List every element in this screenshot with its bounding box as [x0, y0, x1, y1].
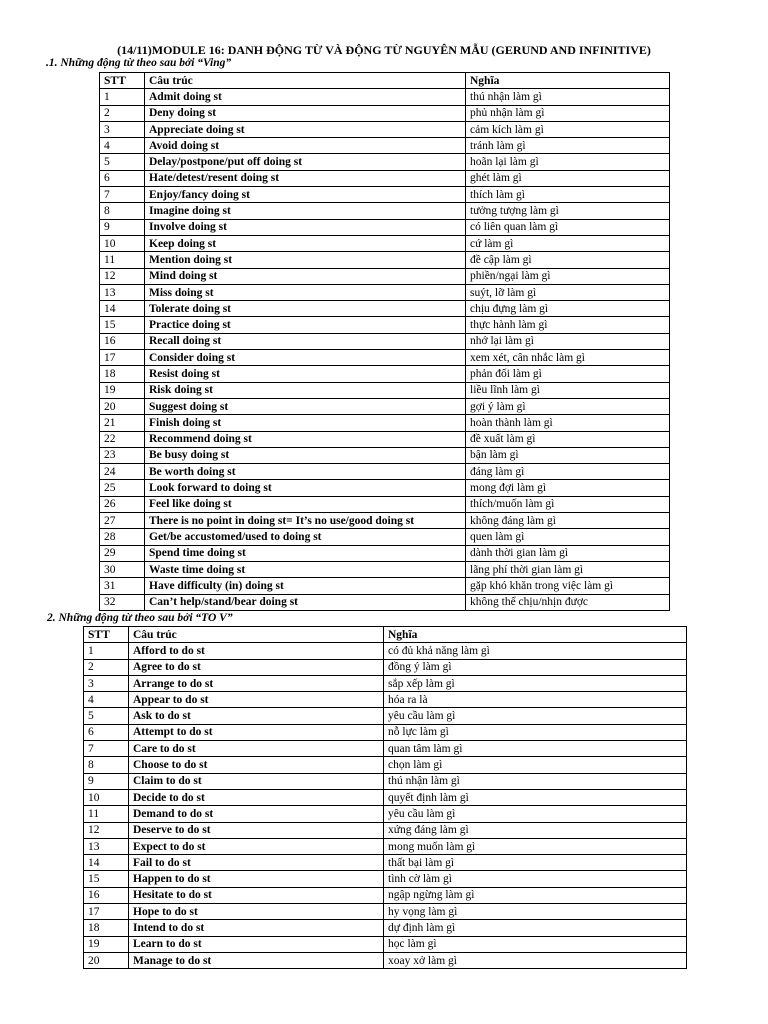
row-number: 18: [84, 920, 129, 936]
table-row: [100, 284, 670, 300]
table-row: [100, 513, 670, 529]
row-number: 3: [100, 121, 145, 137]
row-number: 1: [84, 643, 129, 659]
table-row: [84, 871, 687, 887]
row-structure: Get/be accustomed/used to doing st: [145, 529, 466, 545]
table-row: [100, 447, 670, 463]
row-number: 7: [100, 187, 145, 203]
row-structure: Avoid doing st: [145, 138, 466, 154]
row-structure: Agree to do st: [129, 659, 384, 675]
row-structure: Mention doing st: [145, 252, 466, 268]
row-number: 19: [84, 936, 129, 952]
row-number: 27: [100, 513, 145, 529]
row-meaning: ngập ngừng làm gì: [384, 887, 687, 903]
table-row: [84, 855, 687, 871]
row-number: 26: [100, 496, 145, 512]
row-number: 23: [100, 447, 145, 463]
row-meaning: liều lĩnh làm gì: [466, 382, 670, 398]
table-row: [100, 366, 670, 382]
row-structure: Ask to do st: [129, 708, 384, 724]
row-structure: Deny doing st: [145, 105, 466, 121]
row-structure: Afford to do st: [129, 643, 384, 659]
table-row: [100, 333, 670, 349]
row-meaning: không đáng làm gì: [466, 513, 670, 529]
row-meaning: dự định làm gì: [384, 920, 687, 936]
row-structure: Risk doing st: [145, 382, 466, 398]
row-number: 14: [100, 301, 145, 317]
column-header-stt: STT: [100, 73, 145, 89]
row-structure: Learn to do st: [129, 936, 384, 952]
table-row: [100, 154, 670, 170]
row-number: 21: [100, 415, 145, 431]
row-meaning: tưởng tượng làm gì: [466, 203, 670, 219]
row-structure: Enjoy/fancy doing st: [145, 187, 466, 203]
row-structure: Be worth doing st: [145, 464, 466, 480]
row-structure: Decide to do st: [129, 789, 384, 805]
row-number: 10: [100, 235, 145, 251]
row-structure: Manage to do st: [129, 952, 384, 968]
row-structure: Practice doing st: [145, 317, 466, 333]
row-meaning: mong muốn làm gì: [384, 838, 687, 854]
row-number: 19: [100, 382, 145, 398]
table-row: [100, 382, 670, 398]
row-structure: Admit doing st: [145, 89, 466, 105]
row-meaning: hoãn lại làm gì: [466, 154, 670, 170]
row-meaning: thực hành làm gì: [466, 317, 670, 333]
column-header-structure: Câu trúc: [129, 627, 384, 643]
table-row: [100, 578, 670, 594]
row-structure: Arrange to do st: [129, 675, 384, 691]
row-number: 1: [100, 89, 145, 105]
row-meaning: có đủ khả năng làm gì: [384, 643, 687, 659]
row-structure: Resist doing st: [145, 366, 466, 382]
row-number: 30: [100, 561, 145, 577]
row-structure: Hesitate to do st: [129, 887, 384, 903]
row-number: 6: [84, 724, 129, 740]
row-number: 15: [100, 317, 145, 333]
row-number: 20: [84, 952, 129, 968]
table-row: [84, 692, 687, 708]
row-number: 29: [100, 545, 145, 561]
row-number: 9: [100, 219, 145, 235]
row-number: 10: [84, 789, 129, 805]
row-meaning: đề cập làm gì: [466, 252, 670, 268]
row-meaning: chọn làm gì: [384, 757, 687, 773]
row-meaning: phản đối làm gì: [466, 366, 670, 382]
row-meaning: đồng ý làm gì: [384, 659, 687, 675]
row-number: 16: [84, 887, 129, 903]
table-row: [100, 235, 670, 251]
table-row: [84, 643, 687, 659]
row-meaning: sắp xếp làm gì: [384, 675, 687, 691]
row-meaning: học làm gì: [384, 936, 687, 952]
table-row: [84, 822, 687, 838]
row-meaning: dành thời gian làm gì: [466, 545, 670, 561]
table-row: [100, 415, 670, 431]
row-meaning: gợi ý làm gì: [466, 398, 670, 414]
row-number: 14: [84, 855, 129, 871]
table-row: [100, 105, 670, 121]
row-structure: Intend to do st: [129, 920, 384, 936]
row-structure: Expect to do st: [129, 838, 384, 854]
row-structure: Hope to do st: [129, 904, 384, 920]
row-structure: Deserve to do st: [129, 822, 384, 838]
table-row: [100, 529, 670, 545]
table-row: [100, 203, 670, 219]
row-number: 11: [100, 252, 145, 268]
row-structure: Spend time doing st: [145, 545, 466, 561]
row-number: 18: [100, 366, 145, 382]
table-row: [84, 675, 687, 691]
table-row: [84, 952, 687, 968]
table-row: [100, 561, 670, 577]
row-number: 4: [84, 692, 129, 708]
row-meaning: phủ nhận làm gì: [466, 105, 670, 121]
row-meaning: cứ làm gì: [466, 235, 670, 251]
page-title: (14/11)MODULE 16: DANH ĐỘNG TỪ VÀ ĐỘNG TỪ NGUYÊN MẪU (GERUND AND INFINITIVE): [117, 43, 651, 57]
row-number: 6: [100, 170, 145, 186]
row-meaning: quyết định làm gì: [384, 789, 687, 805]
table-row: [100, 187, 670, 203]
row-structure: Keep doing st: [145, 235, 466, 251]
row-meaning: suýt, lỡ làm gì: [466, 284, 670, 300]
row-meaning: nỗ lực làm gì: [384, 724, 687, 740]
row-structure: Claim to do st: [129, 773, 384, 789]
row-number: 8: [100, 203, 145, 219]
row-structure: Attempt to do st: [129, 724, 384, 740]
row-meaning: tình cờ làm gì: [384, 871, 687, 887]
table-row: [100, 121, 670, 137]
row-structure: There is no point in doing st= It’s no use/good doing st: [145, 513, 466, 529]
table-row: [84, 789, 687, 805]
table-header-row: [84, 627, 687, 643]
row-structure: Fail to do st: [129, 855, 384, 871]
row-meaning: quan tâm làm gì: [384, 741, 687, 757]
row-structure: Involve doing st: [145, 219, 466, 235]
row-number: 7: [84, 741, 129, 757]
row-meaning: thú nhận làm gì: [384, 773, 687, 789]
table-row: [84, 806, 687, 822]
table-row: [100, 398, 670, 414]
row-number: 9: [84, 773, 129, 789]
section-heading-ving: .1. Những động từ theo sau bởi “Ving”: [46, 57, 232, 69]
row-structure: Appear to do st: [129, 692, 384, 708]
column-header-stt: STT: [84, 627, 129, 643]
infinitive-verbs-table: [83, 626, 687, 969]
row-meaning: yêu cầu làm gì: [384, 708, 687, 724]
row-structure: Suggest doing st: [145, 398, 466, 414]
table-row: [84, 936, 687, 952]
row-structure: Waste time doing st: [145, 561, 466, 577]
row-meaning: yêu cầu làm gì: [384, 806, 687, 822]
row-structure: Finish doing st: [145, 415, 466, 431]
row-meaning: bận làm gì: [466, 447, 670, 463]
column-header-meaning: Nghĩa: [384, 627, 687, 643]
row-number: 13: [84, 838, 129, 854]
gerund-verbs-table: [99, 72, 670, 611]
row-meaning: thất bại làm gì: [384, 855, 687, 871]
table-row: [84, 724, 687, 740]
row-structure: Imagine doing st: [145, 203, 466, 219]
row-meaning: cảm kích làm gì: [466, 121, 670, 137]
row-number: 22: [100, 431, 145, 447]
row-structure: Have difficulty (in) doing st: [145, 578, 466, 594]
row-structure: Miss doing st: [145, 284, 466, 300]
row-structure: Care to do st: [129, 741, 384, 757]
row-number: 28: [100, 529, 145, 545]
row-number: 5: [84, 708, 129, 724]
row-structure: Mind doing st: [145, 268, 466, 284]
table-row: [84, 708, 687, 724]
table-row: [84, 659, 687, 675]
table-row: [100, 89, 670, 105]
row-number: 25: [100, 480, 145, 496]
row-meaning: không thể chịu/nhịn được: [466, 594, 670, 610]
row-meaning: chịu đựng làm gì: [466, 301, 670, 317]
table-row: [100, 431, 670, 447]
table-row: [100, 545, 670, 561]
table-row: [100, 219, 670, 235]
row-structure: Hate/detest/resent doing st: [145, 170, 466, 186]
row-meaning: nhớ lại làm gì: [466, 333, 670, 349]
row-number: 12: [100, 268, 145, 284]
row-meaning: hoàn thành làm gì: [466, 415, 670, 431]
row-meaning: hy vọng làm gì: [384, 904, 687, 920]
row-number: 20: [100, 398, 145, 414]
row-number: 8: [84, 757, 129, 773]
table-row: [100, 138, 670, 154]
row-structure: Choose to do st: [129, 757, 384, 773]
table-row: [100, 496, 670, 512]
table-row: [100, 464, 670, 480]
row-meaning: tránh làm gì: [466, 138, 670, 154]
table-row: [100, 301, 670, 317]
row-structure: Demand to do st: [129, 806, 384, 822]
table-row: [84, 773, 687, 789]
table-row: [100, 594, 670, 610]
row-structure: Delay/postpone/put off doing st: [145, 154, 466, 170]
row-meaning: mong đợi làm gì: [466, 480, 670, 496]
row-number: 13: [100, 284, 145, 300]
table-row: [84, 838, 687, 854]
table-row: [84, 887, 687, 903]
row-meaning: hóa ra là: [384, 692, 687, 708]
row-meaning: ghét làm gì: [466, 170, 670, 186]
row-number: 2: [84, 659, 129, 675]
row-structure: Recommend doing st: [145, 431, 466, 447]
table-row: [100, 317, 670, 333]
row-structure: Feel like doing st: [145, 496, 466, 512]
row-number: 5: [100, 154, 145, 170]
table-row: [84, 920, 687, 936]
table-header-row: [100, 73, 670, 89]
table-row: [100, 170, 670, 186]
row-meaning: xoay xở làm gì: [384, 952, 687, 968]
section-heading-to-v: 2. Những động từ theo sau bởi “TO V”: [47, 612, 233, 624]
row-meaning: thú nhận làm gì: [466, 89, 670, 105]
row-meaning: xứng đáng làm gì: [384, 822, 687, 838]
row-meaning: đề xuất làm gì: [466, 431, 670, 447]
row-meaning: xem xét, cân nhắc làm gì: [466, 350, 670, 366]
row-meaning: đáng làm gì: [466, 464, 670, 480]
row-structure: Look forward to doing st: [145, 480, 466, 496]
row-number: 12: [84, 822, 129, 838]
row-meaning: quen làm gì: [466, 529, 670, 545]
table-row: [84, 757, 687, 773]
row-number: 3: [84, 675, 129, 691]
row-number: 17: [100, 350, 145, 366]
row-meaning: thích/muốn làm gì: [466, 496, 670, 512]
table-row: [100, 252, 670, 268]
row-number: 24: [100, 464, 145, 480]
row-structure: Happen to do st: [129, 871, 384, 887]
row-structure: Tolerate doing st: [145, 301, 466, 317]
table-row: [84, 904, 687, 920]
row-number: 17: [84, 904, 129, 920]
row-number: 2: [100, 105, 145, 121]
row-number: 15: [84, 871, 129, 887]
table-row: [84, 741, 687, 757]
row-structure: Can’t help/stand/bear doing st: [145, 594, 466, 610]
table-row: [100, 480, 670, 496]
table-row: [100, 350, 670, 366]
row-structure: Consider doing st: [145, 350, 466, 366]
row-number: 4: [100, 138, 145, 154]
row-meaning: gặp khó khăn trong việc làm gì: [466, 578, 670, 594]
row-number: 16: [100, 333, 145, 349]
row-meaning: thích làm gì: [466, 187, 670, 203]
row-structure: Recall doing st: [145, 333, 466, 349]
column-header-structure: Câu trúc: [145, 73, 466, 89]
row-meaning: phiền/ngại làm gì: [466, 268, 670, 284]
row-structure: Appreciate doing st: [145, 121, 466, 137]
row-number: 11: [84, 806, 129, 822]
row-structure: Be busy doing st: [145, 447, 466, 463]
row-meaning: lãng phí thời gian làm gì: [466, 561, 670, 577]
row-number: 31: [100, 578, 145, 594]
table-row: [100, 268, 670, 284]
row-meaning: có liên quan làm gì: [466, 219, 670, 235]
row-number: 32: [100, 594, 145, 610]
column-header-meaning: Nghĩa: [466, 73, 670, 89]
